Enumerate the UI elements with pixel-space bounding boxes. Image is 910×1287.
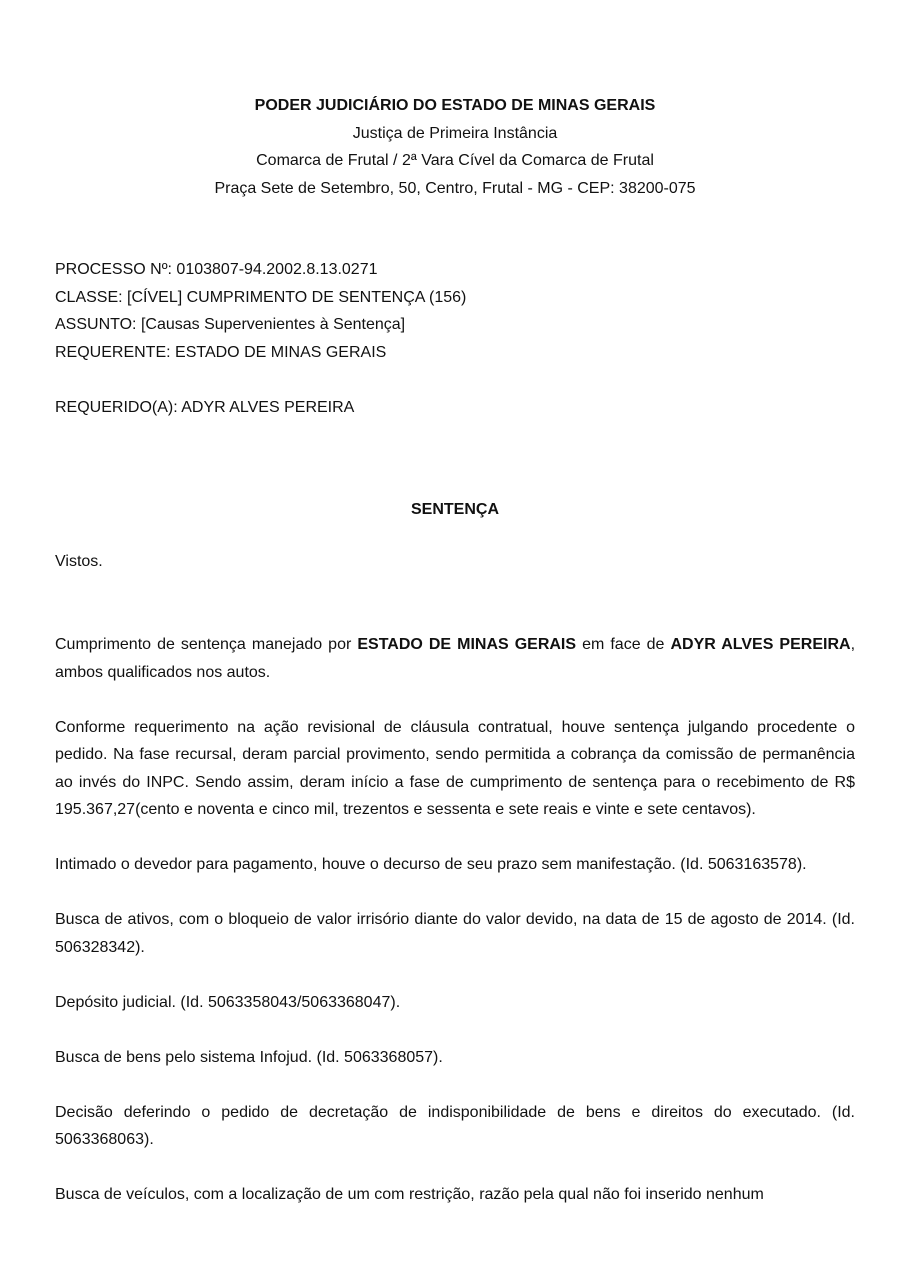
paragraph-4: Busca de ativos, com o bloqueio de valor irrisório diante do valor devido, na data de 15 de agosto de 2014. (Id. 506328342).	[55, 911, 855, 956]
case-requerido: REQUERIDO(A): ADYR ALVES PEREIRA	[55, 398, 355, 416]
paragraph-5: Depósito judicial. (Id. 5063358043/5063368047).	[55, 993, 401, 1011]
party-requerente: ESTADO DE MINAS GERAIS	[357, 636, 577, 653]
paragraph-6: Busca de bens pelo sistema Infojud. (Id. 5063368057).	[55, 1048, 443, 1066]
paragraph-1-text-a: Cumprimento de sentença manejado por	[55, 636, 358, 653]
party-requerido: ADYR ALVES PEREIRA	[670, 636, 851, 653]
court-header	[0, 92, 910, 203]
paragraph-1-text-c: , ambos qualificados nos autos.	[55, 636, 856, 681]
court-name: PODER JUDICIÁRIO DO ESTADO DE MINAS GERAIS	[254, 97, 656, 114]
paragraph-2: Conforme requerimento na ação revisional de cláusula contratual, houve sentença julgando procedente o pedido. Na fase recursal, deram parcial provimento, sendo permitida a cobrança da comissão de permanência ao invés do INPC. Sendo assim, deram início a fase de cumprimento de sentença para o recebimento de R$ 195.367,27(cento e noventa e cinco mil, trezentos e sessenta e sete reais e vinte e sete centavos).	[55, 718, 855, 818]
document-body	[55, 631, 855, 1236]
court-instance: Justiça de Primeira Instância	[352, 124, 558, 142]
case-processo: PROCESSO Nº: 0103807-94.2002.8.13.0271	[55, 261, 378, 278]
court-address: Praça Sete de Setembro, 50, Centro, Frutal - MG - CEP: 38200-075	[214, 180, 696, 198]
case-classe: CLASSE: [CÍVEL] CUMPRIMENTO DE SENTENÇA (156)	[55, 288, 467, 306]
paragraph-7: Decisão deferindo o pedido de decretação de indisponibilidade de bens e direitos do executado. (Id. 5063368063).	[55, 1103, 855, 1148]
document-title: SENTENÇA	[410, 501, 499, 518]
paragraph-1	[55, 631, 855, 686]
case-requerente: REQUERENTE: ESTADO DE MINAS GERAIS	[55, 343, 387, 361]
case-assunto: ASSUNTO: [Causas Supervenientes à Sentença]	[55, 316, 406, 334]
paragraph-3: Intimado o devedor para pagamento, houve o decurso de seu prazo sem manifestação. (Id. 5063163578).	[55, 856, 807, 873]
court-comarca: Comarca de Frutal / 2ª Vara Cível da Comarca de Frutal	[256, 152, 654, 170]
case-metadata	[55, 256, 466, 422]
paragraph-8: Busca de veículos, com a localização de um com restrição, razão pela qual não foi inserido nenhum	[55, 1186, 764, 1203]
opening-line: Vistos.	[55, 553, 103, 570]
paragraph-1-text-b: em face de	[576, 636, 671, 653]
